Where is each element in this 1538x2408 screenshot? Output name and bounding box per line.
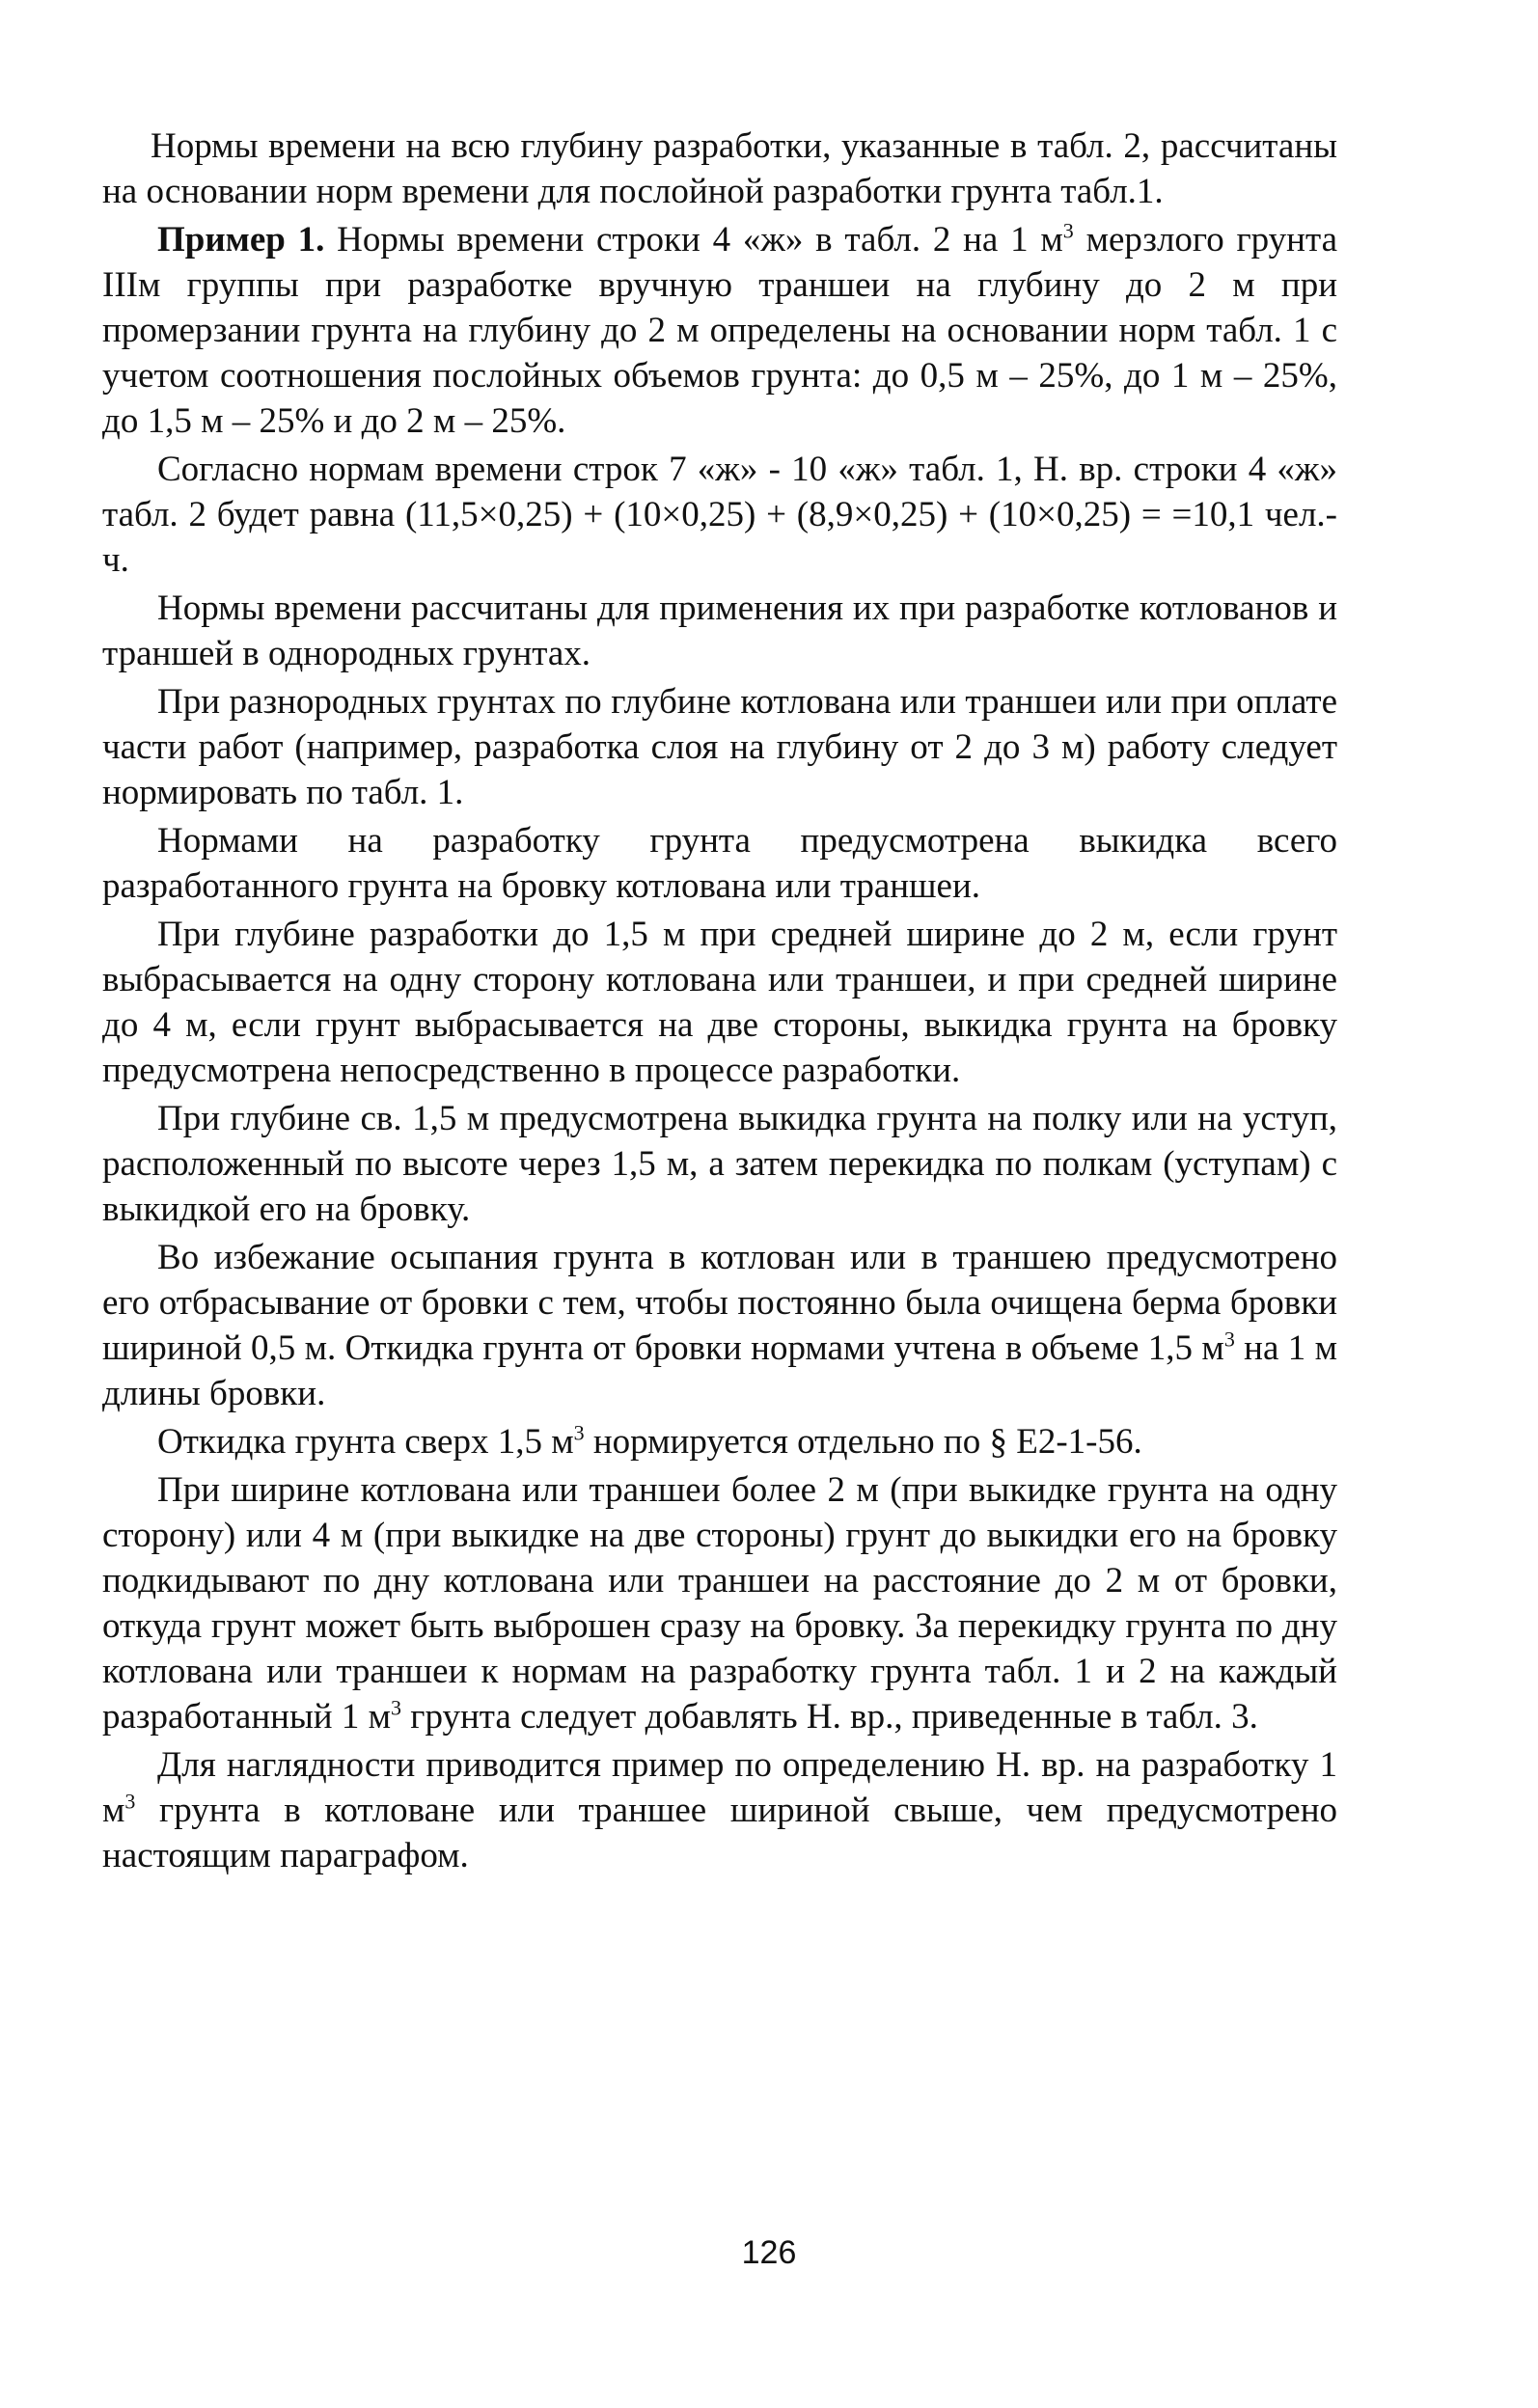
paragraph-text: на 1 м длины бровки. <box>102 1328 1337 1413</box>
paragraph-text: Нормы времени строки 4 «ж» в табл. 2 на 1 м <box>324 220 1063 260</box>
paragraph <box>102 679 1337 815</box>
paragraph-text: Откидка грунта сверх 1,5 м <box>157 1422 574 1462</box>
superscript-exponent: 3 <box>573 1420 585 1445</box>
paragraph <box>102 912 1337 1093</box>
paragraph-text: нормируется отдельно по § Е2-1-56. <box>584 1422 1142 1462</box>
paragraph <box>102 123 1337 214</box>
paragraph-text: Нормами на разработку грунта предусмотрена выкидка всего разработанного грунта на бровку котлована или траншеи. <box>102 821 1337 906</box>
paragraph <box>102 1096 1337 1232</box>
paragraph-text: грунта в котловане или траншее шириной свыше, чем предусмотрено настоящим параграфом. <box>102 1791 1337 1875</box>
paragraph <box>102 818 1337 909</box>
paragraph-text: Нормы времени на всю глубину разработки, указанные в табл. 2, рассчитаны на основании норм времени для послойной разработки грунта табл.1. <box>102 126 1337 211</box>
paragraph-text: Согласно нормам времени строк 7 «ж» - 10 «ж» табл. 1, Н. вр. строки 4 «ж» табл. 2 будет равна (11,5×0,25) + (10×0,25) + (8,9×0,25) + (10×0,25) = =10,1 чел.-ч. <box>102 450 1337 580</box>
paragraph-text: Для наглядности приводится пример по определению Н. вр. на разработку 1 м <box>102 1745 1337 1830</box>
paragraph <box>102 1467 1337 1739</box>
paragraph-example-1 <box>102 217 1337 444</box>
paragraph-text: При глубине разработки до 1,5 м при средней ширине до 2 м, если грунт выбрасывается на одну сторону котлована или траншеи, и при средней ширине до 4 м, если грунт выбрасывается на две стороны, выкидка грунта на бровку предусмотрена непосредственно в процессе разработки. <box>102 915 1337 1090</box>
paragraph-text: При разнородных грунтах по глубине котлована или траншеи или при оплате части работ (например, разработка слоя на глубину от 2 до 3 м) работу следует нормировать по табл. 1. <box>102 682 1337 812</box>
paragraph-text: Нормы времени рассчитаны для применения их при разработке котлованов и траншей в однородных грунтах. <box>102 588 1337 673</box>
paragraph-text: грунта следует добавлять Н. вр., приведенные в табл. 3. <box>401 1697 1258 1737</box>
paragraph <box>102 1419 1337 1464</box>
paragraph-text: При глубине св. 1,5 м предусмотрена выкидка грунта на полку или на уступ, расположенный по высоте через 1,5 м, а затем перекидка по полкам (уступам) с выкидкой его на бровку. <box>102 1099 1337 1229</box>
paragraph <box>102 1742 1337 1878</box>
superscript-exponent: 3 <box>391 1695 402 1720</box>
superscript-exponent: 3 <box>124 1789 136 1814</box>
superscript-exponent: 3 <box>1223 1327 1235 1352</box>
superscript-exponent: 3 <box>1062 218 1074 243</box>
page-body <box>102 123 1337 1881</box>
paragraph-text: Во избежание осыпания грунта в котлован или в траншею предусмотрено его отбрасывание от бровки с тем, чтобы постоянно была очищена берма бровки шириной 0,5 м. Откидка грунта от бровки нормами учтена в объеме 1,5 м <box>102 1238 1337 1368</box>
paragraph-text: мерзлого грунта IIIм группы при разработке вручную траншеи на глубину до 2 м при промерзании грунта на глубину до 2 м определены на основании норм табл. 1 с учетом соотношения послойных объемов грунта: до 0,5 м – 25%, до 1 м – 25%, до 1,5 м – 25% и до 2 м – 25%. <box>102 220 1337 441</box>
page-number: 126 <box>741 2234 797 2271</box>
paragraph <box>102 1235 1337 1416</box>
example-heading: Пример 1. <box>157 220 325 260</box>
paragraph <box>102 447 1337 583</box>
paragraph-text: При ширине котлована или траншеи более 2 м (при выкидке грунта на одну сторону) или 4 м (при выкидке на две стороны) грунт до выкидки его на бровку подкидывают по дну котлована или траншеи на расстояние до 2 м от бровки, откуда грунт может быть выброшен сразу на бровку. За перекидку грунта по дну котлована или траншеи к нормам на разработку грунта табл. 1 и 2 на каждый разработанный 1 м <box>102 1470 1337 1737</box>
paragraph <box>102 586 1337 676</box>
